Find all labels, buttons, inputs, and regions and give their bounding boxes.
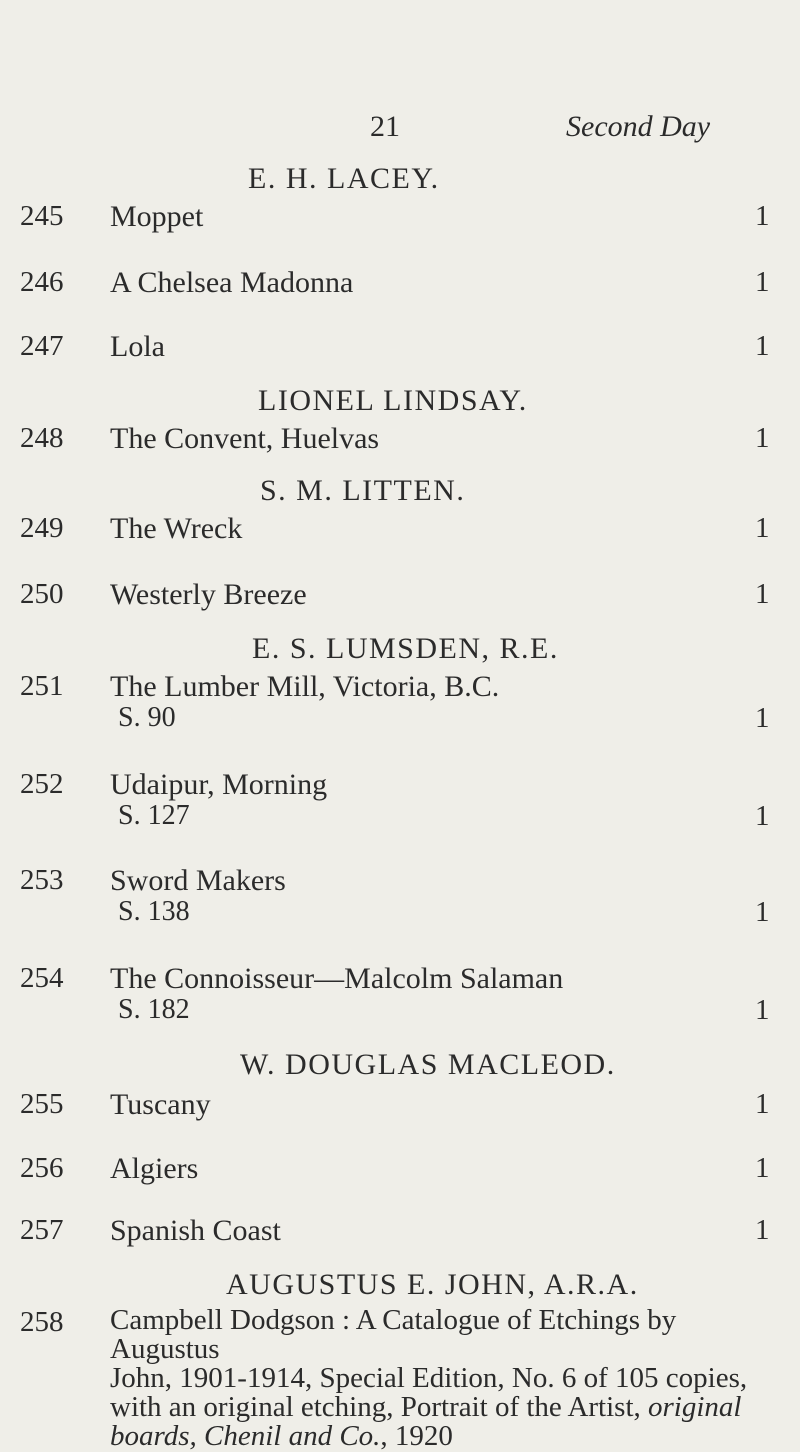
lot-title: The Convent, Huelvas [110, 422, 380, 455]
lot-number: 252 [20, 768, 64, 800]
lot-quantity: 1 [755, 330, 770, 362]
lot-number: 245 [20, 200, 64, 232]
lot-title: Spanish Coast [110, 1214, 281, 1247]
lot-quantity: 1 [755, 896, 770, 928]
lot-quantity: 1 [755, 578, 770, 610]
lot-title: Lola [110, 330, 165, 363]
desc-line: Campbell Dodgson : A Catalogue of Etchings by Augustus [110, 1304, 677, 1365]
lot-number: 254 [20, 962, 64, 994]
desc-text: with an original etching, Portrait of the Artist, [110, 1391, 649, 1423]
lot-number: 247 [20, 330, 64, 362]
day-heading: Second Day [566, 110, 711, 143]
artist-heading: E. S. LUMSDEN, R.E. [252, 632, 559, 665]
lot-title: Tuscany [110, 1088, 211, 1121]
page-number: 21 [370, 110, 400, 143]
lot-quantity: 1 [755, 1152, 770, 1184]
lot-number: 255 [20, 1088, 64, 1120]
desc-text: , 1920 [380, 1420, 453, 1452]
lot-title: A Chelsea Madonna [110, 266, 354, 299]
lot-description [110, 1304, 780, 1452]
artist-heading: AUGUSTUS E. JOHN, A.R.A. [226, 1268, 639, 1301]
lot-quantity: 1 [755, 1088, 770, 1120]
lot-quantity: 1 [755, 200, 770, 232]
lot-number: 246 [20, 266, 64, 298]
artist-heading: W. DOUGLAS MACLEOD. [240, 1048, 616, 1081]
lot-quantity: 1 [755, 702, 770, 734]
lot-title: Westerly Breeze [110, 578, 307, 611]
lot-number: 251 [20, 670, 64, 702]
artist-heading: S. M. LITTEN. [260, 474, 466, 507]
lot-quantity: 1 [755, 422, 770, 454]
lot-reference: S. 90 [118, 702, 176, 733]
lot-title: Moppet [110, 200, 204, 233]
lot-number: 249 [20, 512, 64, 544]
lot-number: 258 [20, 1306, 64, 1338]
lot-title: Udaipur, Morning [110, 768, 328, 801]
lot-title: Algiers [110, 1152, 199, 1185]
desc-line [110, 1393, 780, 1422]
lot-quantity: 1 [755, 1214, 770, 1246]
lot-number: 256 [20, 1152, 64, 1184]
lot-title: Sword Makers [110, 864, 286, 897]
desc-line [110, 1422, 780, 1451]
lot-reference: S. 182 [118, 994, 190, 1025]
desc-italic: original [648, 1391, 742, 1423]
lot-reference: S. 127 [118, 800, 190, 831]
desc-italic: boards, Chenil and Co. [110, 1420, 381, 1452]
lot-number: 250 [20, 578, 64, 610]
lot-title: The Lumber Mill, Victoria, B.C. [110, 670, 500, 703]
lot-quantity: 1 [755, 266, 770, 298]
lot-title: The Connoisseur—Malcolm Salaman [110, 962, 564, 995]
lot-number: 257 [20, 1214, 64, 1246]
lot-reference: S. 138 [118, 896, 190, 927]
lot-quantity: 1 [755, 800, 770, 832]
lot-number: 248 [20, 422, 64, 454]
artist-heading: LIONEL LINDSAY. [258, 384, 528, 417]
lot-number: 253 [20, 864, 64, 896]
desc-line: John, 1901-1914, Special Edition, No. 6 of 105 copies, [110, 1362, 748, 1394]
lot-quantity: 1 [755, 994, 770, 1026]
lot-quantity: 1 [755, 512, 770, 544]
lot-title: The Wreck [110, 512, 243, 545]
artist-heading: E. H. LACEY. [248, 162, 440, 195]
